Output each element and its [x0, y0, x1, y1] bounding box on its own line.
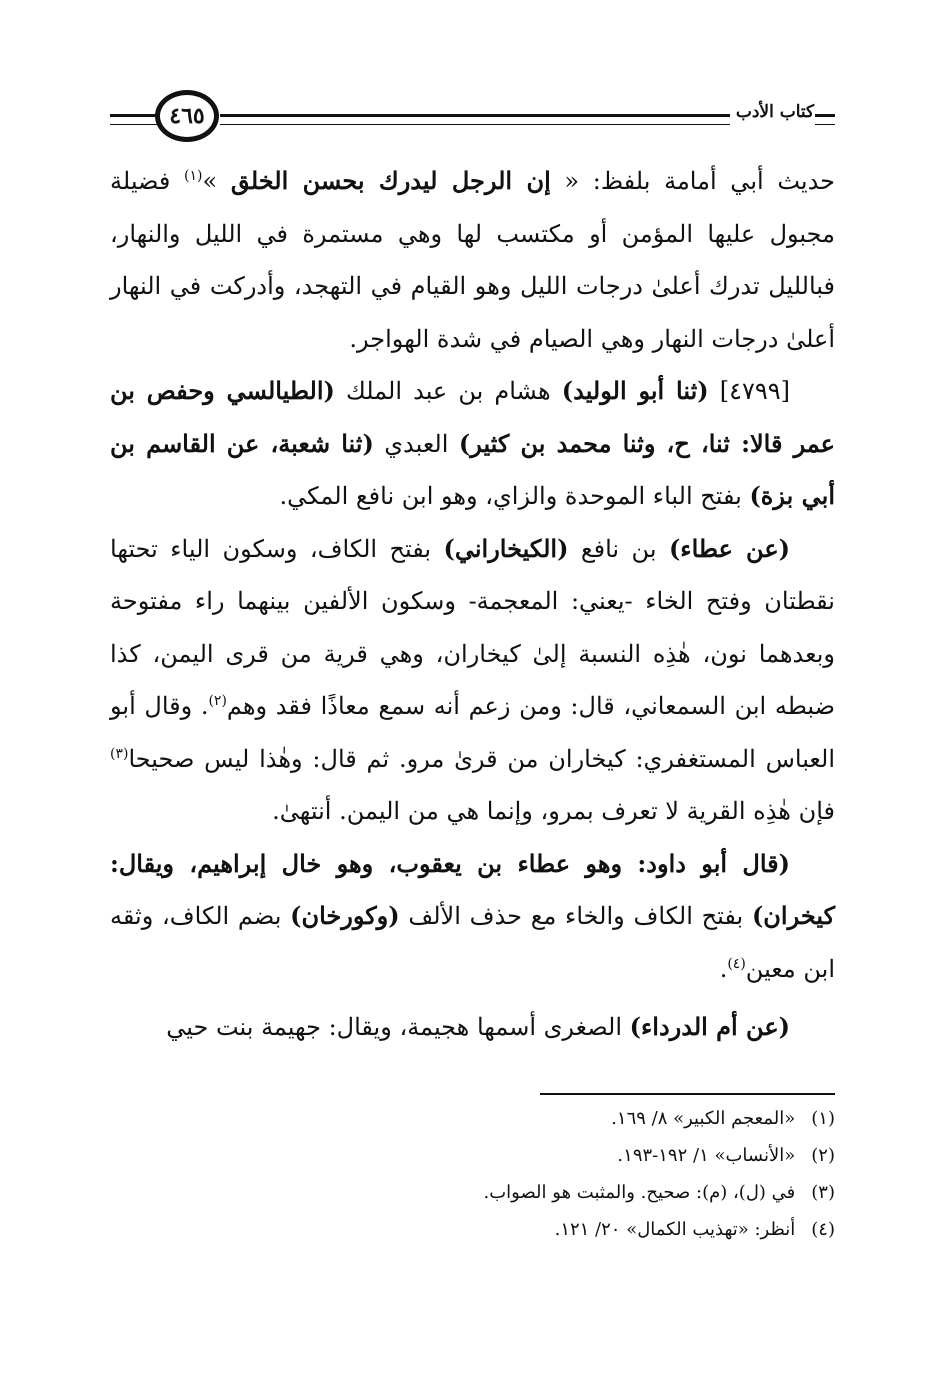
book-title: كتاب الأدب: [735, 102, 815, 122]
footnote-number: (١): [811, 1108, 835, 1129]
page-header: [110, 90, 835, 150]
bold-text: إن الرجل ليدرك بحسن الخلق: [230, 166, 551, 195]
footnote-number: (٣): [811, 1182, 835, 1203]
footnote-text: «المعجم الكبير» ٨/ ١٦٩.: [611, 1108, 796, 1129]
footnote-ref: (٢): [208, 693, 227, 709]
footnote-text: أنظر: «تهذيب الكمال» ٢٠/ ١٢١.: [554, 1219, 796, 1240]
text-run: فإن هٰذِه القرية لا تعرف بمرو، وإنما هي من اليمن. أنتهىٰ.: [272, 797, 835, 825]
footnotes: [300, 1100, 835, 1248]
text-run: حديث أبي أمامة بلفظ: «: [550, 167, 836, 195]
main-text: [110, 155, 835, 1054]
text-run: [٤٧٩٩]: [708, 377, 791, 405]
paragraph: [110, 838, 835, 996]
paragraph: [110, 523, 835, 838]
text-run: فضيلة مجبول عليها المؤمن أو مكتسب لها وهي مستمرة في الليل والنهار، فبالليل تدرك أعلىٰ درجات الليل وهو القيام في التهجد، وأدركت في النهار أعلىٰ درجات النهار وهي الصيام في شدة الهواجر.: [110, 167, 835, 353]
footnote-number: (٤): [811, 1219, 835, 1240]
text-run: بضم الكاف، وثقه ابن معين: [110, 902, 835, 983]
footnote: [300, 1174, 835, 1211]
paragraph: [110, 365, 835, 523]
footnote-text: «الأنساب» ١/ ١٩٢-١٩٣.: [617, 1145, 796, 1166]
bold-text: (عن أم الدرداء): [629, 1012, 790, 1041]
page-number: ٤٦٥: [155, 90, 219, 142]
header-rule: [815, 124, 835, 125]
text-run: الصغرى أسمها هجيمة، ويقال: جهيمة بنت حيي: [166, 1013, 630, 1041]
bold-text: (عن عطاء): [668, 533, 791, 563]
header-rule: [110, 124, 160, 125]
header-rule: [110, 114, 160, 117]
footnote-number: (٢): [811, 1145, 835, 1166]
bold-text: (ثنا شعبة، عن القاسم بن أبي بزة): [110, 428, 835, 510]
text-run: .: [719, 954, 728, 983]
bold-text: (الكيخاراني): [443, 533, 569, 563]
footnote: [300, 1137, 835, 1174]
footnote-ref: (٤): [727, 955, 746, 972]
text-run: بفتح الباء الموحدة والزاي، وهو ابن نافع المكي.: [279, 482, 750, 510]
footnote: [300, 1211, 835, 1248]
text-run: بفتح الكاف، وسكون الياء تحتها نقطتان وفتح الخاء -يعني: المعجمة- وسكون الألفين بينهما راء مفتوحة وبعدهما نون، هٰذِه النسبة إلىٰ كيخاران، وهي قرية من قرى اليمن، كذا ضبطه ابن السمعاني، قال: ومن زعم أنه سمع معاذًا فقد وهم: [110, 534, 835, 720]
paragraph: [110, 1001, 835, 1054]
header-rule: [220, 124, 730, 125]
footnote-text: في (ل)، (م): صحيح. والمثبت هو الصواب.: [483, 1182, 796, 1203]
footnote-separator: [540, 1093, 835, 1095]
bold-text: (ثنا أبو الوليد): [561, 376, 709, 405]
text-run: هشام بن عبد الملك: [334, 377, 562, 405]
bold-text: (قال أبو داود: وهو عطاء بن يعقوب، وهو خال إبراهيم، ويقال: كيخران): [110, 848, 835, 930]
header-rule: [815, 114, 835, 117]
footnote-ref: (١): [184, 168, 203, 184]
footnote: [300, 1100, 835, 1137]
text-run: »: [202, 167, 231, 195]
text-run: . وقال أبو العباس المستغفري: كيخاران من قرىٰ مرو. ثم قال: وهٰذا ليس صحيحا: [110, 692, 835, 773]
paragraph: [110, 155, 835, 365]
footnote-ref: (٣): [110, 745, 129, 762]
bold-text: (وكورخان): [290, 901, 400, 930]
text-run: بن نافع: [568, 534, 669, 563]
text-run: العبدي: [373, 429, 459, 458]
header-rule: [220, 114, 730, 117]
bold-text: (الطيالسي وحفص بن عمر قالا: ثنا، ح، وثنا محمد بن كثير): [110, 376, 835, 458]
text-run: بفتح الكاف والخاء مع حذف الألف: [399, 902, 752, 930]
